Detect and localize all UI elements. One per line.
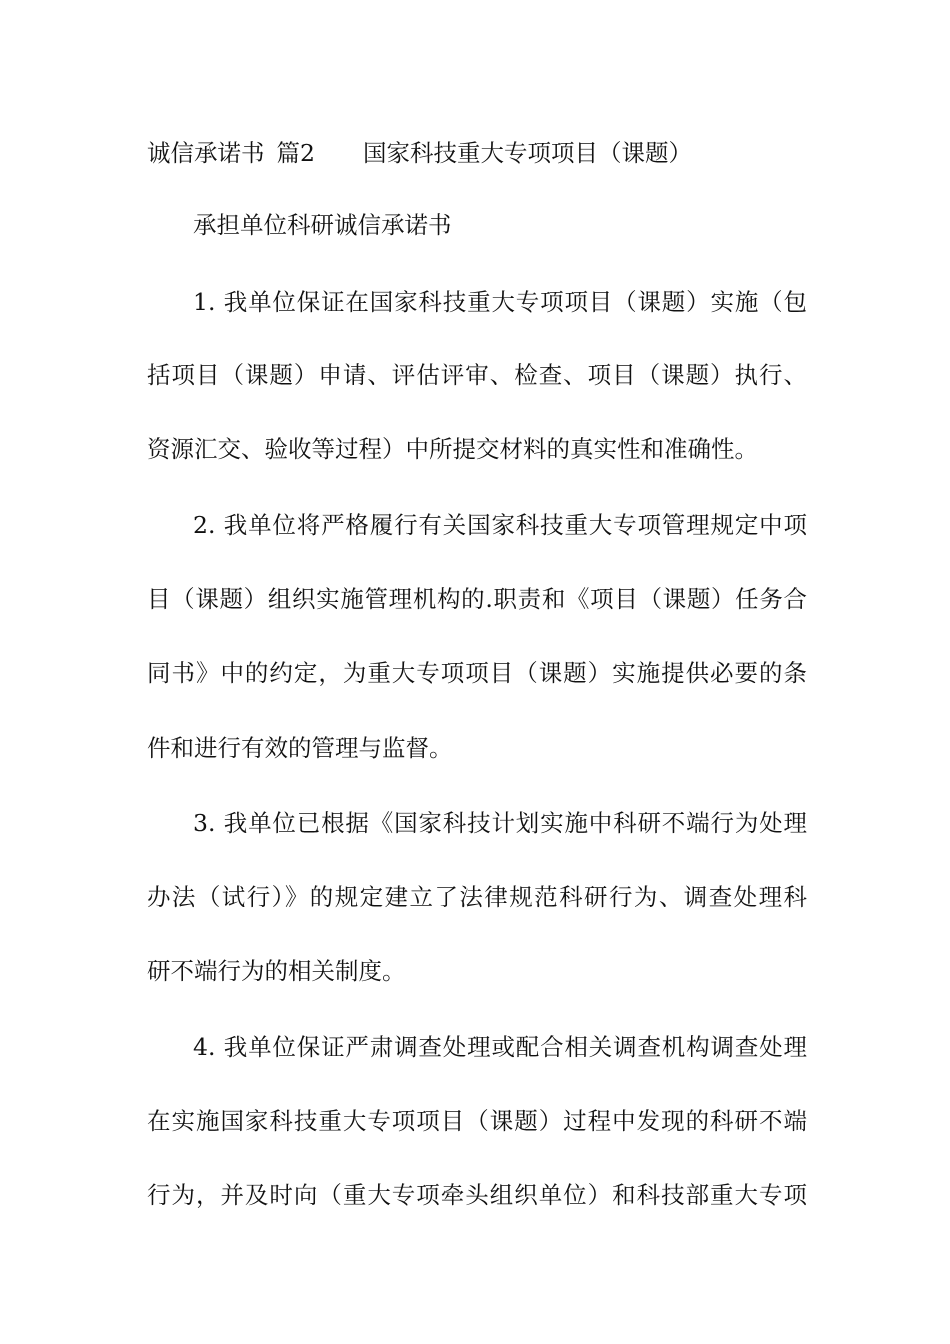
paragraph-4-line-1: 4. 我单位保证严肃调查处理或配合相关调查机构调查处理: [193, 1033, 807, 1061]
document-heading: [147, 138, 807, 168]
paragraph-1-line-2: 括项目（课题）申请、评估评审、检查、项目（课题）执行、: [147, 361, 807, 389]
paragraph-3-line-3: 研不端行为的相关制度。: [147, 957, 406, 985]
heading-project: 国家科技重大专项项目（课题）: [362, 139, 692, 167]
subtitle-line: 承担单位科研诚信承诺书: [193, 211, 452, 239]
paragraph-2-line-2: 目（课题）组织实施管理机构的.职责和《项目（课题）任务合: [147, 585, 807, 613]
paragraph-1-line-1: 1. 我单位保证在国家科技重大专项项目（课题）实施（包: [193, 288, 807, 316]
paragraph-2-line-1: 2. 我单位将严格履行有关国家科技重大专项管理规定中项: [193, 511, 807, 539]
paragraph-3-line-1: 3. 我单位已根据《国家科技计划实施中科研不端行为处理: [193, 809, 807, 837]
paragraph-2-line-4: 件和进行有效的管理与监督。: [147, 734, 453, 762]
paragraph-2-line-3: 同书》中的约定，为重大专项项目（课题）实施提供必要的条: [147, 659, 807, 687]
paragraph-1-line-3: 资源汇交、验收等过程）中所提交材料的真实性和准确性。: [147, 435, 758, 463]
paragraph-4-line-2: 在实施国家科技重大专项项目（课题）过程中发现的科研不端: [147, 1107, 807, 1135]
heading-section: 篇2: [276, 139, 315, 167]
paragraph-3-line-2: 办法（试行）》的规定建立了法律规范科研行为、调查处理科: [147, 883, 807, 911]
paragraph-4-line-3: 行为，并及时向（重大专项牵头组织单位）和科技部重大专项: [147, 1181, 807, 1209]
heading-title: 诚信承诺书: [147, 139, 265, 167]
